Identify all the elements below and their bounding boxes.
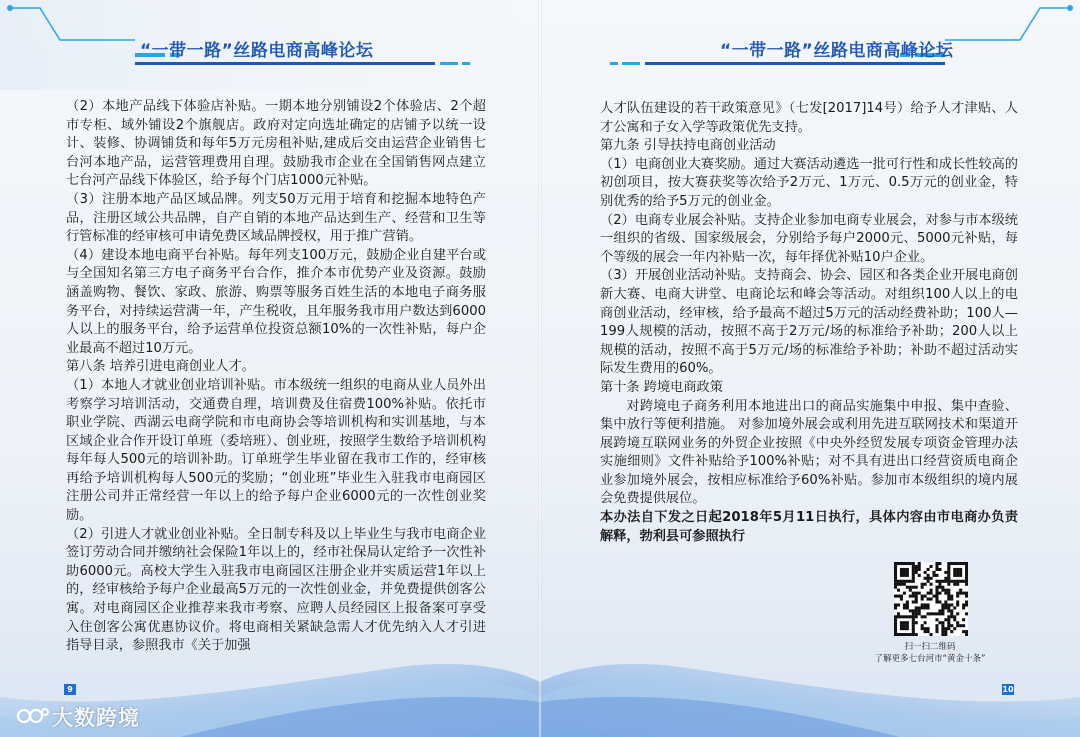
qr-module: [918, 606, 921, 609]
qr-module: [921, 583, 924, 586]
qr-module: [950, 603, 953, 606]
qr-module: [965, 562, 968, 565]
qr-module: [903, 621, 906, 624]
qr-module: [927, 592, 930, 595]
paragraph: 人才队伍建设的若干政策意见》（七发[2017]14号）给予人才津贴、人才公寓和子女入学等政策优先支持。: [600, 101, 1018, 135]
qr-module: [927, 577, 930, 580]
qr-module: [894, 568, 897, 571]
qr-module: [903, 583, 906, 586]
qr-module: [930, 589, 933, 592]
article-heading: 第八条 培养引进电商创业人才。: [66, 359, 255, 375]
qr-module: [897, 603, 900, 606]
qr-module: [912, 562, 915, 565]
qr-module: [906, 580, 909, 583]
qr-module: [918, 612, 921, 615]
paragraph: （3）开展创业活动补贴。支持商会、协会、园区和各类企业开展电商创新大赛、电商大讲堂、电商论坛和峰会等活动。对组织100人以上的电商创业活动，经审核，给予最高不超过5万元的活动经费补助；100人—199人规模的活动，按照不高于2万元/场的标准给予补助；200人以上规模的活动，按照不高于5万元/场的标准给予补助；补助不超过活动实际发生费用的60%。: [600, 268, 1018, 377]
qr-module: [927, 568, 930, 571]
qr-module: [900, 580, 903, 583]
qr-module: [927, 580, 930, 583]
qr-module: [935, 580, 938, 583]
qr-module: [903, 571, 906, 574]
paragraph: （1）本地人才就业创业培训补贴。市本级统一组织的电商从业人员外出考察学习培训活动，交通费自理，培训费及住宿费100%补贴。依托市职业学院、西湖云电商学院和市电商协会等培训机构和实训基地，与本区域企业合作开设订单班（委培班）、创业班，按照学生数给予培训机构每年每人500元的培训补助。订单班学生毕业留在我市工作的，经审核再给予培训机构每人500元的奖励；“创业班”毕业生入驻我市电商园区注册公司并正常经营一年以上的给予每户企业6000元的一次性创业奖励。: [66, 377, 486, 524]
qr-module: [956, 580, 959, 583]
qr-module: [906, 606, 909, 609]
qr-module: [897, 562, 900, 565]
qr-module: [947, 592, 950, 595]
closing-statement: 本办法自下发之日起2018年5月11日执行，具体内容由市电商办负责解释，勃利县可参照执行: [600, 510, 1018, 544]
qr-module: [915, 615, 918, 618]
qr-module: [918, 568, 921, 571]
qr-module: [956, 568, 959, 571]
qr-module: [950, 562, 953, 565]
qr-module: [941, 621, 944, 624]
qr-module: [912, 621, 915, 624]
qr-module: [906, 615, 909, 618]
qr-module: [941, 606, 944, 609]
qr-module: [947, 595, 950, 598]
qr-module: [915, 565, 918, 568]
qr-module: [950, 615, 953, 618]
qr-module: [953, 615, 956, 618]
qr-module: [897, 615, 900, 618]
qr-module: [938, 600, 941, 603]
watermark-text: 大数跨境: [52, 706, 140, 730]
qr-module: [921, 598, 924, 601]
qr-module: [965, 568, 968, 571]
paragraph: （2）引进人才就业创业补贴。全日制专科及以上毕业生与我市电商企业签订劳动合同并缴纳社会保险1年以上的，经市社保局认定给予一次性补助6000元。高校大学生入驻我市电商园区注册企业并实质运营1年以上的，经审核给予每户企业最高5万元的一次性创业金，并免费提供创客公寓。对电商园区企业推荐来我市考察、应聘人员经园区上报备案可享受入住创客公寓优惠协议价。将电商相关紧缺急需人才优先纳入人才引进指导目录，参照我市《关于加强: [66, 526, 486, 654]
qr-module: [894, 595, 897, 598]
qr-module: [950, 595, 953, 598]
qr-module: [930, 577, 933, 580]
qr-module: [956, 603, 959, 606]
qr-module: [953, 618, 956, 621]
qr-module: [947, 598, 950, 601]
qr-module: [894, 583, 897, 586]
qr-module: [924, 577, 927, 580]
qr-module: [935, 568, 938, 571]
qr-module: [965, 612, 968, 615]
qr-code: [894, 562, 968, 636]
qr-module: [915, 571, 918, 574]
qr-module: [909, 562, 912, 565]
qr-module: [924, 621, 927, 624]
qr-module: [912, 571, 915, 574]
paragraph: 对跨境电子商务利用本地进出口的商品实施集中申报、集中查验、集中放行等便利措施。 对参加境外展会或利用先进互联网技术和渠道开展跨境互联网业务的外贸企业按照《中央外经贸发展专项资金管理办法实施细则》文件补贴给予100%补贴；对不具有进出口经营资质电商企业参加境外展会，按相应标准给予60%补贴。参加市本级组织的境内展会免费提供展位。: [600, 398, 1018, 507]
qr-module: [921, 606, 924, 609]
qr-module: [894, 603, 897, 606]
qr-caption-line2: 了解更多七台河市“黄金十条”: [874, 654, 986, 664]
qr-module: [924, 603, 927, 606]
qr-module: [953, 571, 956, 574]
qr-module: [927, 603, 930, 606]
qr-module: [953, 568, 956, 571]
qr-module: [909, 589, 912, 592]
qr-module: [959, 571, 962, 574]
paragraph: （2）电商专业展会补贴。支持企业参加电商专业展会，对参与市本级统一组织的省级、国家级展会，分别给予每户2000元、5000元补贴，每个等级的展会一年内补贴一次，每年择优补贴10户企业。: [600, 212, 1018, 265]
qr-module: [938, 592, 941, 595]
qr-module: [956, 571, 959, 574]
qr-module: [912, 565, 915, 568]
qr-module: [909, 615, 912, 618]
qr-module: [903, 592, 906, 595]
qr-module: [953, 580, 956, 583]
qr-module: [944, 600, 947, 603]
qr-module: [965, 577, 968, 580]
qr-module: [956, 562, 959, 565]
qr-module: [903, 580, 906, 583]
qr-module: [938, 562, 941, 565]
qr-module: [956, 600, 959, 603]
qr-module: [938, 609, 941, 612]
qr-module: [930, 598, 933, 601]
qr-module: [959, 589, 962, 592]
qr-module: [944, 580, 947, 583]
right-page: [540, 0, 1080, 737]
qr-module: [897, 612, 900, 615]
qr-module: [900, 583, 903, 586]
qr-module: [897, 595, 900, 598]
qr-caption-line1: 扫一扫二维码: [904, 642, 956, 652]
qr-module: [959, 580, 962, 583]
qr-module: [932, 571, 935, 574]
qr-module: [912, 568, 915, 571]
qr-module: [918, 592, 921, 595]
qr-module: [903, 603, 906, 606]
qr-module: [935, 586, 938, 589]
qr-module: [941, 612, 944, 615]
qr-module: [903, 574, 906, 577]
qr-module: [938, 621, 941, 624]
qr-module: [935, 574, 938, 577]
qr-module: [897, 589, 900, 592]
qr-module: [912, 612, 915, 615]
qr-module: [900, 574, 903, 577]
qr-module: [915, 606, 918, 609]
qr-module: [941, 603, 944, 606]
qr-module: [915, 568, 918, 571]
qr-module: [900, 571, 903, 574]
qr-module: [918, 609, 921, 612]
qr-module: [935, 600, 938, 603]
header-title: “一带一路”丝路电商高峰论坛: [140, 41, 374, 61]
qr-module: [909, 586, 912, 589]
qr-module: [930, 592, 933, 595]
qr-module: [947, 571, 950, 574]
qr-module: [947, 618, 950, 621]
qr-module: [912, 609, 915, 612]
qr-module: [909, 609, 912, 612]
qr-module: [953, 562, 956, 565]
qr-module: [947, 574, 950, 577]
qr-module: [927, 606, 930, 609]
paragraph: （3）注册本地产品区域品牌。列支50万元用于培育和挖掘本地特色产品，注册区域公共品牌，自产自销的本地产品达到生产、经营和卫生等行管标准的经审核可申请免费区域品牌授权，用于推广营销。: [66, 191, 486, 245]
qr-module: [927, 574, 930, 577]
qr-module: [912, 574, 915, 577]
qr-module: [944, 571, 947, 574]
qr-module: [935, 565, 938, 568]
qr-module: [938, 568, 941, 571]
qr-module: [918, 565, 921, 568]
qr-module: [927, 598, 930, 601]
qr-module: [915, 598, 918, 601]
qr-module: [909, 580, 912, 583]
qr-module: [903, 606, 906, 609]
qr-module: [965, 571, 968, 574]
qr-module: [962, 603, 965, 606]
qr-module: [894, 580, 897, 583]
qr-module: [894, 618, 897, 621]
qr-module: [947, 621, 950, 624]
qr-module: [906, 568, 909, 571]
qr-module: [906, 571, 909, 574]
qr-module: [947, 615, 950, 618]
spine-shadow: [538, 0, 542, 737]
qr-module: [903, 568, 906, 571]
qr-module: [962, 562, 965, 565]
qr-module: [965, 574, 968, 577]
qr-module: [930, 612, 933, 615]
qr-module: [956, 621, 959, 624]
page-number: 9: [64, 684, 76, 695]
qr-module: [947, 565, 950, 568]
qr-module: [894, 562, 897, 565]
qr-module: [921, 603, 924, 606]
qr-module: [912, 577, 915, 580]
qr-module: [947, 583, 950, 586]
qr-module: [962, 580, 965, 583]
qr-module: [965, 565, 968, 568]
qr-module: [956, 595, 959, 598]
paragraph: （2）本地产品线下体验店补贴。一期本地分别铺设2个体验店、2个超市专柜、域外铺设2个旗舰店。政府对定向选址确定的店铺予以统一设计、装修、协调铺货和每年5万元房租补贴,建成后交由运营企业销售七台河本地产品，运营管理费用自理。鼓励我市企业在全国销售网点建立七台河产品线下体验区，给予每个门店1000元补贴。: [66, 99, 486, 189]
qr-module: [906, 621, 909, 624]
qr-module: [900, 562, 903, 565]
qr-module: [956, 583, 959, 586]
qr-module: [906, 562, 909, 565]
qr-module: [950, 612, 953, 615]
qr-module: [915, 609, 918, 612]
qr-module: [894, 574, 897, 577]
qr-module: [900, 595, 903, 598]
qr-module: [965, 580, 968, 583]
qr-module: [921, 615, 924, 618]
qr-module: [938, 580, 941, 583]
qr-module: [935, 562, 938, 565]
qr-module: [932, 574, 935, 577]
qr-module: [947, 568, 950, 571]
qr-module: [906, 600, 909, 603]
qr-module: [924, 615, 927, 618]
qr-module: [906, 574, 909, 577]
qr-module: [950, 598, 953, 601]
qr-module: [944, 603, 947, 606]
qr-module: [959, 568, 962, 571]
qr-module: [944, 577, 947, 580]
qr-module: [935, 618, 938, 621]
qr-module: [900, 598, 903, 601]
qr-module: [915, 595, 918, 598]
qr-module: [950, 609, 953, 612]
qr-module: [932, 595, 935, 598]
qr-module: [941, 589, 944, 592]
qr-module: [927, 612, 930, 615]
qr-module: [947, 562, 950, 565]
qr-module: [959, 562, 962, 565]
qr-module: [894, 606, 897, 609]
qr-module: [915, 600, 918, 603]
qr-module: [894, 577, 897, 580]
qr-module: [897, 583, 900, 586]
qr-module: [900, 615, 903, 618]
qr-module: [900, 621, 903, 624]
qr-module: [947, 609, 950, 612]
page-number: 10: [1002, 685, 1014, 694]
qr-module: [935, 589, 938, 592]
qr-module: [935, 598, 938, 601]
qr-module: [944, 592, 947, 595]
qr-module: [947, 580, 950, 583]
qr-module: [894, 571, 897, 574]
qr-module: [959, 574, 962, 577]
qr-module: [915, 621, 918, 624]
header-title: “一带一路”丝路电商高峰论坛: [720, 41, 954, 61]
qr-module: [909, 595, 912, 598]
qr-module: [935, 592, 938, 595]
qr-module: [944, 589, 947, 592]
qr-module: [906, 586, 909, 589]
qr-module: [930, 583, 933, 586]
qr-module: [965, 603, 968, 606]
qr-module: [962, 606, 965, 609]
qr-module: [944, 606, 947, 609]
qr-module: [938, 586, 941, 589]
qr-module: [938, 583, 941, 586]
article-heading: 第九条 引导扶持电商创业活动: [600, 138, 776, 154]
qr-module: [894, 586, 897, 589]
right-body-text: [600, 100, 1018, 546]
qr-module: [912, 615, 915, 618]
qr-module: [903, 562, 906, 565]
qr-module: [935, 612, 938, 615]
qr-module: [932, 612, 935, 615]
qr-module: [947, 589, 950, 592]
qr-module: [965, 600, 968, 603]
qr-module: [897, 580, 900, 583]
qr-module: [962, 592, 965, 595]
qr-module: [930, 565, 933, 568]
qr-module: [900, 568, 903, 571]
qr-module: [921, 595, 924, 598]
qr-module: [956, 612, 959, 615]
article-heading: 第十条 跨境电商政策: [600, 379, 723, 395]
qr-module: [941, 609, 944, 612]
qr-module: [947, 606, 950, 609]
qr-module: [953, 574, 956, 577]
qr-module: [962, 618, 965, 621]
qr-module: [912, 580, 915, 583]
qr-module: [915, 592, 918, 595]
qr-module: [894, 565, 897, 568]
qr-module: [906, 603, 909, 606]
qr-module: [935, 595, 938, 598]
qr-module: [947, 603, 950, 606]
qr-module: [938, 612, 941, 615]
qr-module: [947, 577, 950, 580]
qr-module: [941, 580, 944, 583]
qr-module: [894, 621, 897, 624]
qr-module: [894, 615, 897, 618]
qr-module: [965, 583, 968, 586]
qr-module: [924, 583, 927, 586]
paragraph: （4）建设本地电商平台补贴。每年列支100万元，鼓励企业自建平台或与全国知名第三方电子商务平台合作，推介本市优势产业及资源。鼓励涵盖购物、餐饮、家政、旅游、购票等服务百姓生活的本地电子商务服务平台，对持续运营满一年，产生税收，且年服务我市用户数达到6000人以上的服务平台，给予运营单位投资总额10%的一次性补贴，每户企业最高不超过10万元。: [66, 247, 486, 356]
qr-module: [912, 600, 915, 603]
qr-module: [924, 571, 927, 574]
qr-module: [965, 595, 968, 598]
bottom-wave-decoration: [540, 627, 1080, 737]
qr-module: [903, 615, 906, 618]
qr-module: [953, 606, 956, 609]
qr-module: [950, 580, 953, 583]
qr-module: [912, 618, 915, 621]
qr-module: [924, 595, 927, 598]
qr-module: [918, 562, 921, 565]
qr-module: [921, 586, 924, 589]
qr-module: [953, 583, 956, 586]
qr-module: [956, 592, 959, 595]
watermark-logo-icon: [16, 705, 50, 727]
qr-module: [912, 595, 915, 598]
qr-module: [924, 606, 927, 609]
left-body-text: [66, 98, 486, 656]
qr-module: [912, 586, 915, 589]
paragraph: （1）电商创业大赛奖励。通过大赛活动遴选一批可行性和成长性较高的初创项目，按大赛获奖等次给予2万元、1万元、0.5万元的创业金，特别优秀的给予5万元的创业金。: [600, 156, 1018, 209]
qr-module: [965, 592, 968, 595]
qr-module: [944, 618, 947, 621]
qr-module: [918, 574, 921, 577]
qr-module: [915, 612, 918, 615]
qr-module: [912, 592, 915, 595]
qr-module: [956, 574, 959, 577]
qr-module: [915, 586, 918, 589]
qr-module: [959, 592, 962, 595]
qr-module: [941, 586, 944, 589]
